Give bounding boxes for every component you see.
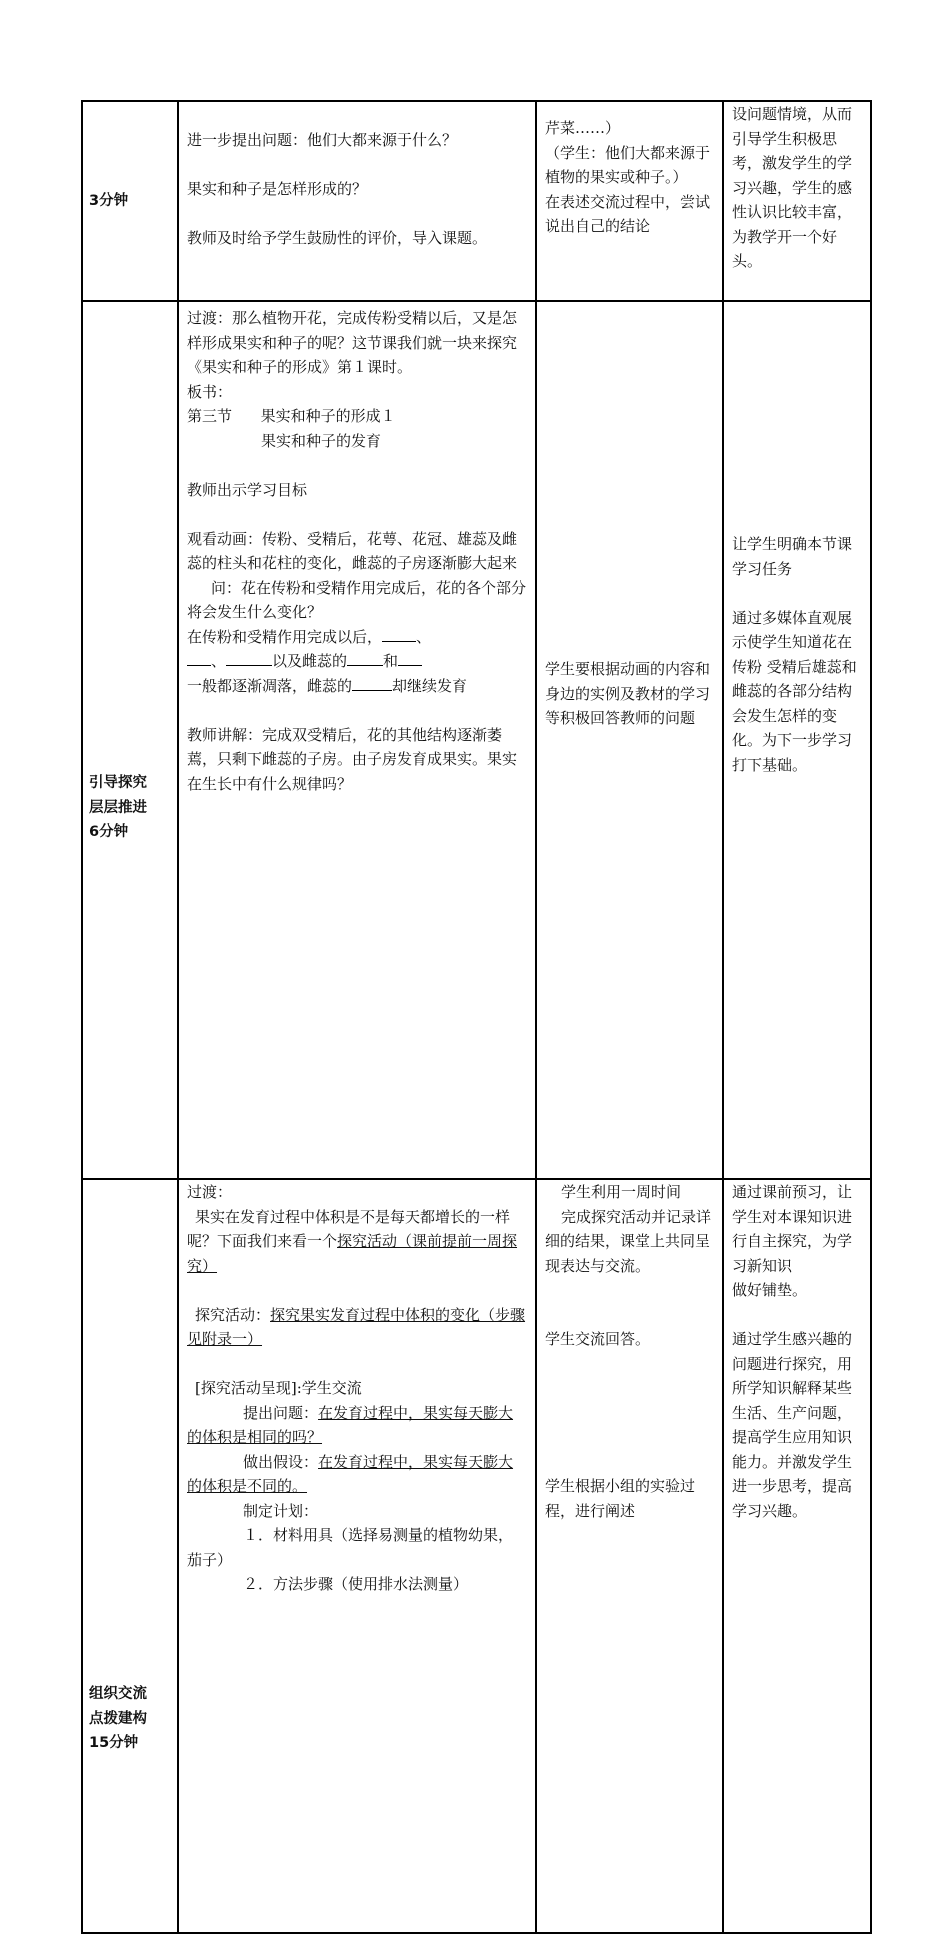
plan-item: ２．方法步骤（使用排水法测量） [243, 1575, 469, 1593]
stage-time: 6分钟 [89, 824, 129, 841]
board-line: 第三节 果实和种子的形成１ [187, 407, 396, 425]
intent-text: 设问题情境，从而引导学生积极思考，激发学生的学习兴趣，学生的感性认识比较丰富，为教学开一个好头。 [732, 105, 853, 270]
intent-text: 通过多媒体直观展示使学生知道花在传粉 受精后雄蕊和雌蕊的各部分结构会发生怎样的变化。为下一步学习打下基础。 [732, 608, 857, 774]
student-activity-cell [536, 101, 723, 301]
stage-cell [82, 1179, 178, 1933]
student-activity-cell [536, 301, 723, 1179]
question-text: 问：花在传粉和受精作用完成后，花的各个部分将会发生什么变化？ [187, 578, 527, 621]
hypothesis-label: 做出假设： [243, 1452, 319, 1471]
hypothesis-text [187, 1450, 527, 1499]
student-text: （学生：他们大都来源于植物的果实或种子。） [545, 143, 711, 186]
explain-text: 教师讲解：完成双受精后，花的其他结构逐渐萎蔫，只剩下雌蕊的子房。由子房发育成果实。果实在生长中有什么规律吗？ [187, 725, 518, 793]
activity-text [187, 1303, 527, 1352]
plan-item: １．材料用具（选择易测量的植物幼果，茄子） [187, 1526, 514, 1569]
transition-text [187, 1205, 527, 1279]
plan-label: 制定计划： [243, 1501, 319, 1520]
activity-underlined: 探究果实发育过程中体积的变化（步骤见附录一） [187, 1305, 526, 1348]
ask-text [187, 1401, 527, 1450]
teacher-text: 教师及时给予学生鼓励性的评价，导入课题。 [187, 229, 488, 247]
stage-time: 15分钟 [89, 1735, 139, 1752]
stage-label: 组织交流 [89, 1686, 147, 1703]
table-row [82, 101, 871, 301]
student-text: 在表述交流过程中，尝试说出自己的结论 [545, 192, 711, 235]
design-intent-cell [723, 101, 871, 301]
fill-text: 一般都逐渐凋落，雌蕊的 [187, 676, 353, 695]
hypothesis-underlined: 在发育过程中，果实每天膨大的体积是不同的。 [187, 1452, 514, 1495]
fill-blank-line [187, 649, 527, 674]
intent-text: 做好铺垫。 [732, 1281, 808, 1299]
design-intent-cell [723, 1179, 871, 1933]
transition-label: 过渡： [187, 1183, 233, 1201]
fill-blank-line [187, 674, 527, 699]
teacher-activity-cell [178, 301, 536, 1179]
stage-label: 层层推进 [89, 799, 147, 816]
student-text: 学生根据小组的实验过程，进行阐述 [545, 1477, 696, 1520]
transition-text: 过渡：那么植物开花，完成传粉受精以后，又是怎样形成果实和种子的呢？这节课我们就一块来探究《果实和种子的形成》第１课时。 [187, 309, 518, 376]
student-activity-cell [536, 1179, 723, 1933]
fill-blank-line [187, 625, 527, 650]
fill-text: 、 [416, 627, 432, 646]
board-line: 果实和种子的发育 [261, 431, 382, 450]
stage-cell [82, 301, 178, 1179]
student-text: 芹菜……） [545, 119, 621, 137]
intent-text: 通过课前预习，让学生对本课知识进行自主探究，为学习新知识 [732, 1183, 853, 1275]
teacher-activity-cell [178, 101, 536, 301]
teacher-text: 果实和种子是怎样形成的？ [187, 180, 368, 198]
teacher-activity-cell [178, 1179, 536, 1933]
table-row [82, 301, 871, 1179]
intent-text: 让学生明确本节课学习任务 [732, 535, 853, 578]
transition-text-a: 果实在发育过程中体积是不是每天都增长的一样呢？下面我们来看一个 [187, 1207, 511, 1250]
fill-text: 在传粉和受精作用完成以后， [187, 627, 383, 646]
stage-label: 点拨建构 [89, 1710, 147, 1727]
ask-label: 提出问题： [243, 1403, 319, 1422]
transition-text-underlined: 探究活动（课前提前一周探究） [187, 1232, 518, 1275]
lesson-plan-table [81, 100, 872, 1934]
stage-label: 3分钟 [89, 192, 129, 209]
student-text: 完成探究活动并记录详细的结果，课堂上共同呈现表达与交流。 [545, 1207, 712, 1275]
stage-label: 引导探究 [89, 775, 147, 792]
student-text: 学生要根据动画的内容和身边的实例及教材的学习等积极回答教师的问题 [545, 660, 711, 727]
fill-text: 以及雌蕊的 [272, 652, 348, 670]
design-intent-cell [723, 301, 871, 1179]
student-text: 学生交流回答。 [545, 1330, 651, 1348]
ask-underlined: 在发育过程中，果实每天膨大的体积是相同的吗？ [187, 1403, 514, 1446]
animation-text: 观看动画：传粉、受精后，花萼、花冠、雄蕊及雌蕊的柱头和花柱的变化，雌蕊的子房逐渐膨大起来 [187, 529, 518, 572]
intent-text: 通过学生感兴趣的问题进行探究，用所学知识解释某些生活、生产问题，提高学生应用知识能力。并激发学生进一步思考，提高学习兴趣。 [732, 1330, 853, 1520]
fill-text: 却继续发育 [392, 676, 468, 695]
board-label: 板书： [187, 382, 233, 401]
present-text: [探究活动呈现]:学生交流 [195, 1379, 362, 1397]
table-row [82, 1179, 871, 1933]
student-text: 学生利用一周时间 [561, 1183, 682, 1201]
stage-cell [82, 101, 178, 301]
fill-text: 和 [383, 652, 399, 670]
fill-text: 、 [211, 652, 227, 670]
objectives-text: 教师出示学习目标 [187, 480, 308, 499]
teacher-text: 进一步提出问题：他们大都来源于什么？ [187, 131, 458, 149]
activity-label: 探究活动： [195, 1305, 271, 1324]
